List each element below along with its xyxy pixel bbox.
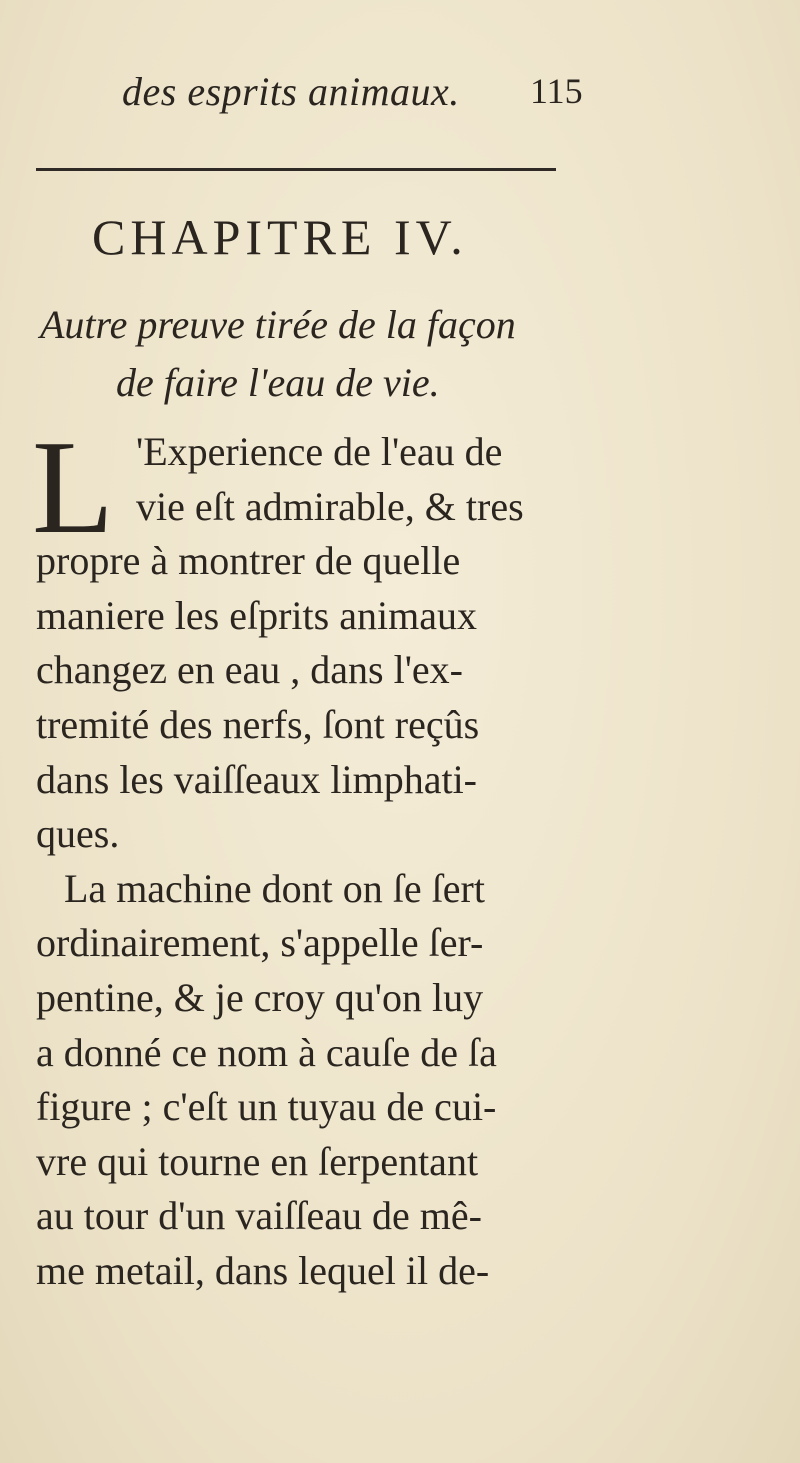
text-line: dans les vaiſſeaux limphati- bbox=[36, 756, 477, 802]
header-rule bbox=[36, 168, 556, 171]
running-title: des esprits animaux. bbox=[122, 69, 460, 114]
text-line: propre à montrer de quelle bbox=[36, 538, 461, 584]
text-line: La machine dont on ſe ſert bbox=[64, 865, 485, 911]
text-line: me metail, dans lequel il de- bbox=[36, 1247, 490, 1293]
page-header bbox=[0, 68, 800, 128]
text-line: vie eſt admirable, & tres bbox=[136, 483, 524, 529]
text-line: figure ; c'eſt un tuyau de cui- bbox=[36, 1084, 497, 1130]
text-line: au tour d'un vaiſſeau de mê- bbox=[36, 1193, 482, 1239]
text-line: ordinairement, s'appelle ſer- bbox=[36, 920, 484, 966]
body-text bbox=[36, 425, 636, 1299]
chapter-subtitle bbox=[40, 296, 640, 412]
chapter-title: CHAPITRE IV. bbox=[92, 209, 468, 265]
text-line: tremité des nerfs, ſont reçûs bbox=[36, 701, 480, 747]
page-number: 115 bbox=[530, 71, 583, 111]
text-line: 'Experience de l'eau de bbox=[136, 429, 503, 474]
subtitle-line-2: de faire l'eau de vie. bbox=[116, 360, 440, 405]
text-line: changez en eau , dans l'ex- bbox=[36, 647, 463, 693]
text-line: ques. bbox=[36, 811, 120, 857]
text-line: maniere les eſprits animaux bbox=[36, 592, 477, 638]
drop-cap: L bbox=[32, 413, 114, 561]
text-line: vre qui tourne en ſerpentant bbox=[36, 1138, 479, 1184]
text-line: pentine, & je croy qu'on luy bbox=[36, 974, 484, 1020]
subtitle-line-1: Autre preuve tirée de la façon bbox=[40, 302, 516, 347]
text-line: a donné ce nom à cauſe de ſa bbox=[36, 1029, 497, 1075]
